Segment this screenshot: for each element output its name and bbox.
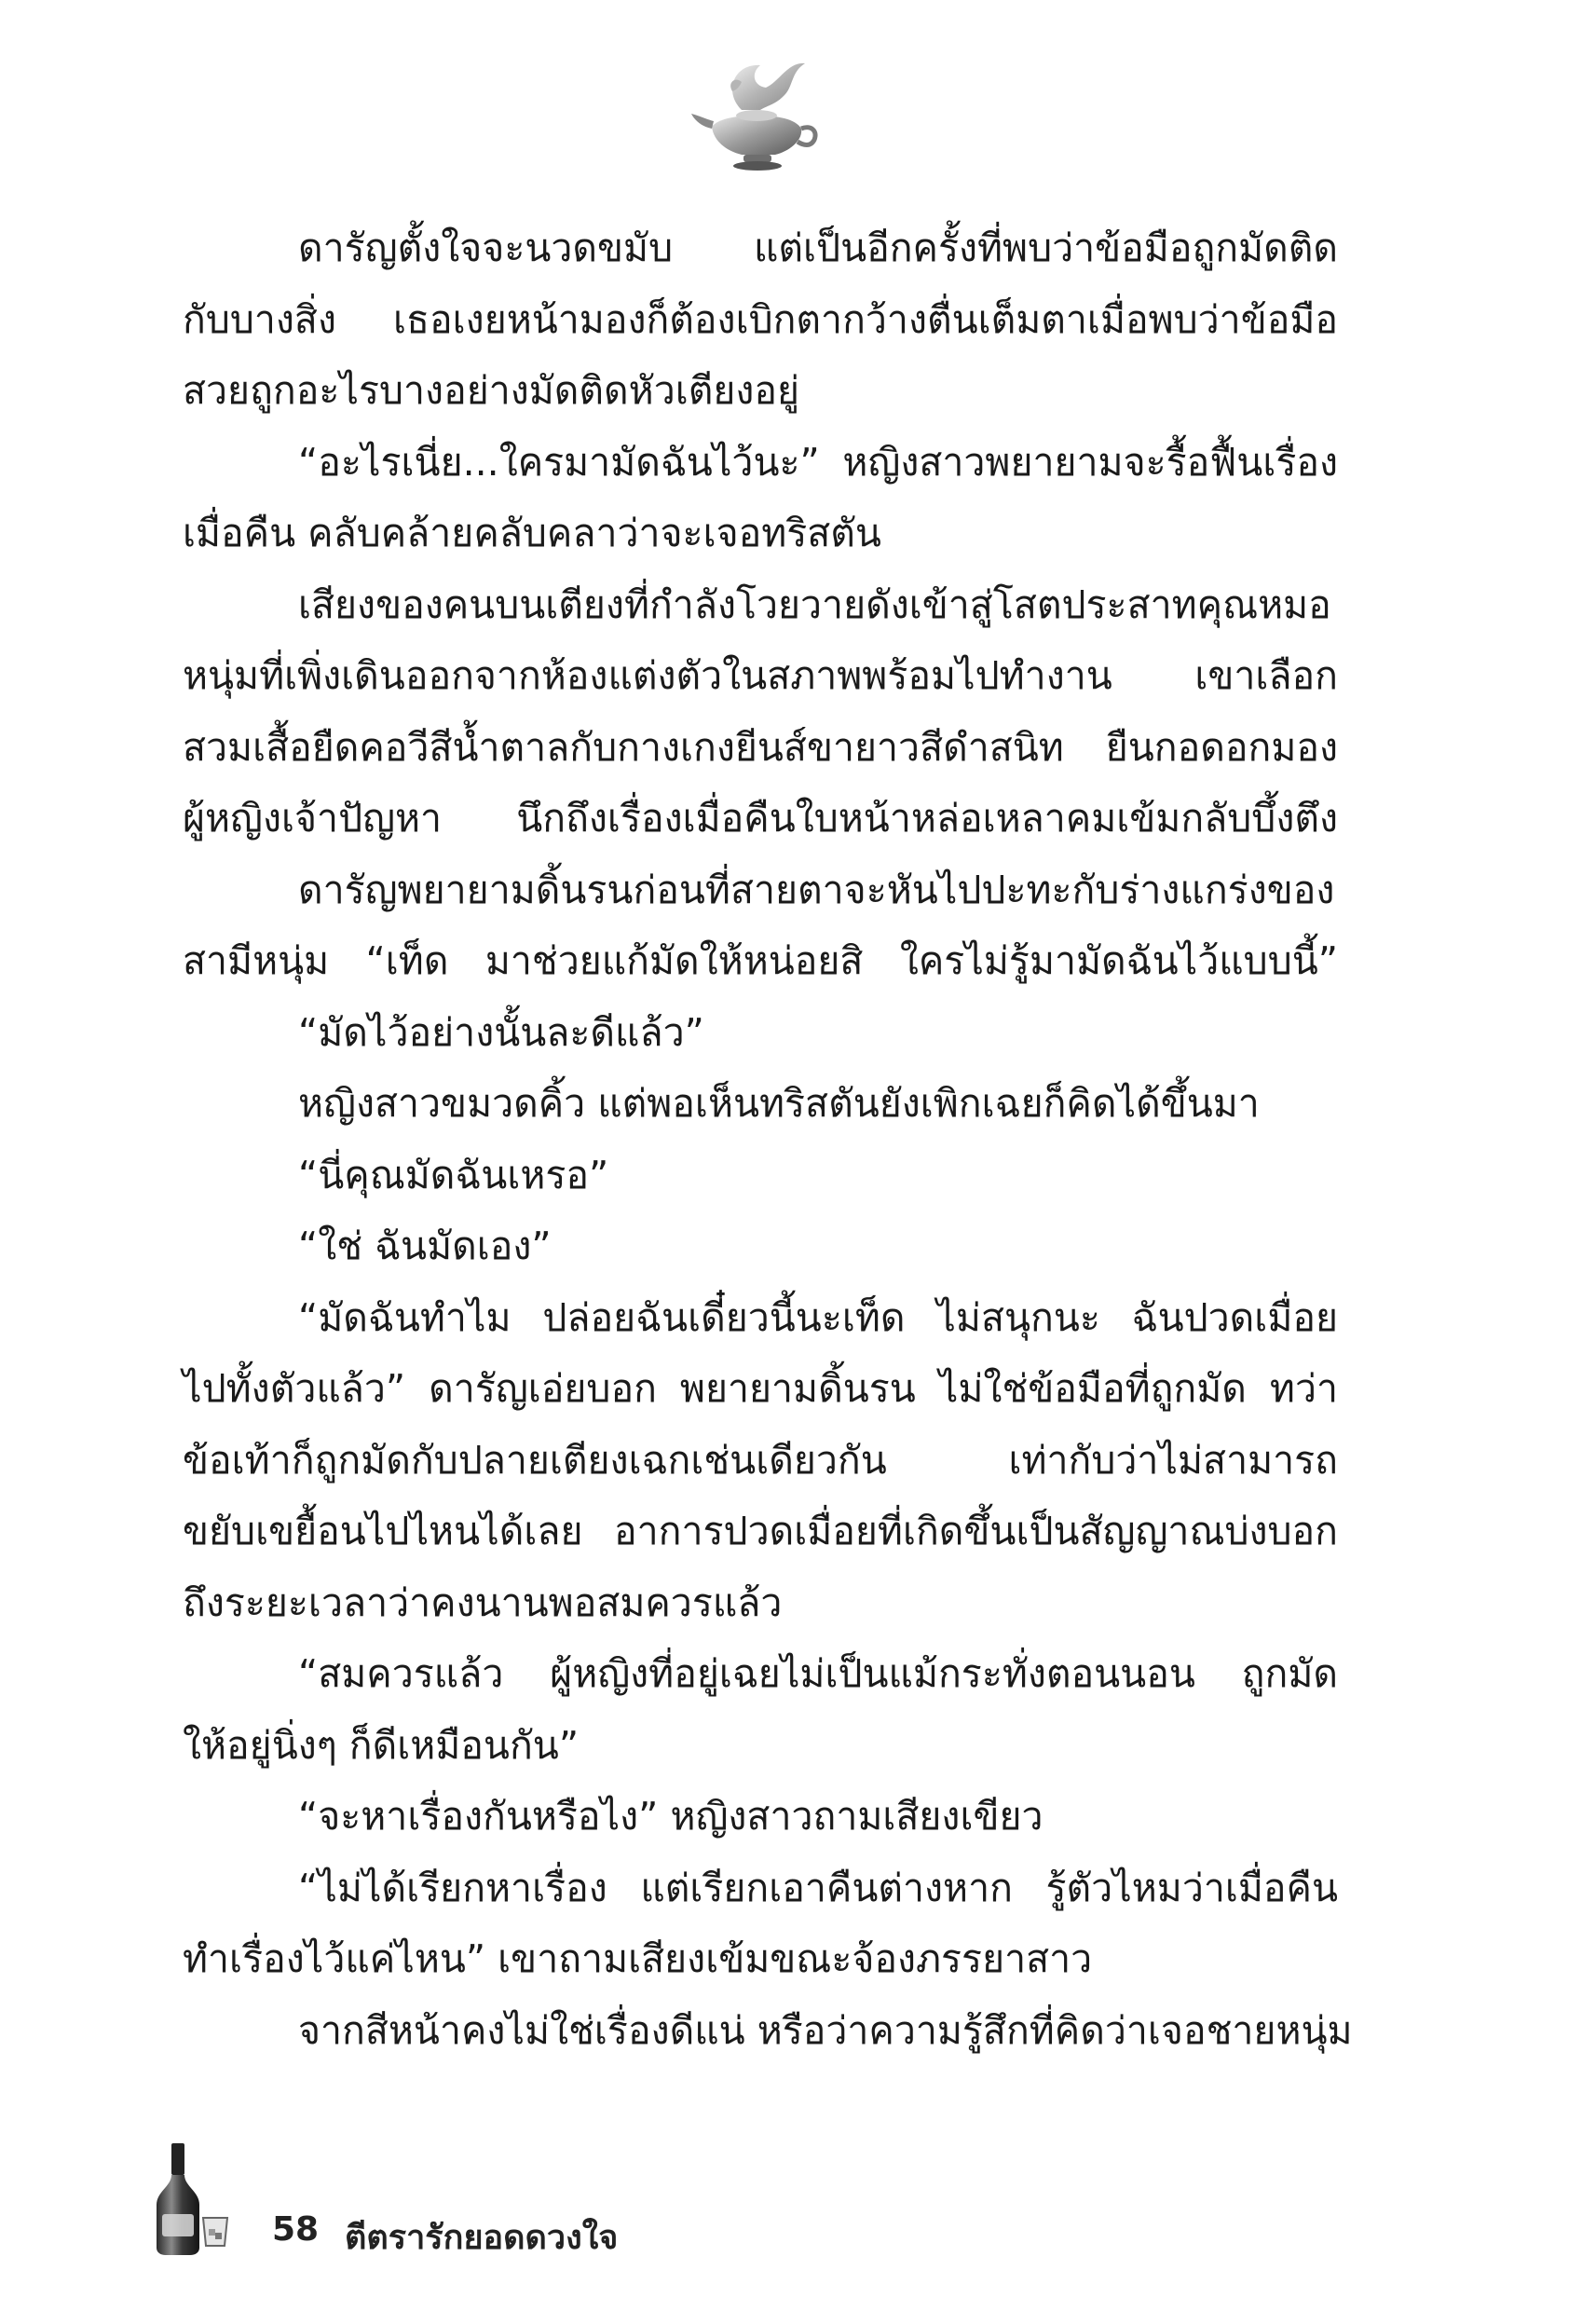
genie-lamp-icon xyxy=(686,54,825,175)
book-title: ตีตรารักยอดดวงใจ xyxy=(345,2219,619,2257)
text-line: ให้อยู่นิ่งๆ ก็ดีเหมือนกัน” xyxy=(183,1722,580,1768)
text-line: “ไม่ได้เรียกหาเรื่อง แต่เรียกเอาคืนต่างหาก รู้ตัวไหมว่าเมื่อคืน xyxy=(298,1865,1338,1910)
page-footer xyxy=(149,2143,801,2255)
text-line: “จะหาเรื่องกันหรือไง” หญิงสาวถามเสียงเขียว xyxy=(298,1794,1044,1839)
whisky-glass-icon xyxy=(201,2216,229,2248)
text-line: “สมควรแล้ว ผู้หญิงที่อยู่เฉยไม่เป็นแม้กระทั่งตอนนอน ถูกมัด xyxy=(298,1651,1338,1696)
text-line: สวมเสื้อยืดคอวีสีน้ำตาลกับกางเกงยีนส์ขายาวสีดำสนิท ยืนกอดอกมอง xyxy=(183,724,1338,770)
text-line: ถึงระยะเวลาว่าคงนานพอสมควรแล้ว xyxy=(183,1579,783,1625)
text-line: ข้อเท้าก็ถูกมัดกับปลายเตียงเฉกเช่นเดียวกัน เท่ากับว่าไม่สามารถ xyxy=(183,1437,1338,1483)
text-line: ดารัญตั้งใจจะนวดขมับ แต่เป็นอีกครั้งที่พบว่าข้อมือถูกมัดติด xyxy=(298,226,1338,270)
body-text xyxy=(183,212,1353,2066)
text-line: เสียงของคนบนเตียงที่กำลังโวยวายดังเข้าสู่โสตประสาทคุณหมอ xyxy=(298,581,1331,627)
text-line: กับบางสิ่ง เธอเงยหน้ามองก็ต้องเบิกตากว้างตื่นเต็มตาเมื่อพบว่าข้อมือ xyxy=(183,296,1338,342)
text-line: ผู้หญิงเจ้าปัญหา นึกถึงเรื่องเมื่อคืนใบหน้าหล่อเหลาคมเข้มกลับบึ้งตึง xyxy=(183,796,1338,841)
text-line: จากสีหน้าคงไม่ใช่เรื่องดีแน่ หรือว่าความรู้สึกที่คิดว่าเจอชายหนุ่ม xyxy=(298,2007,1353,2053)
text-line: “มัดฉันทำไม ปล่อยฉันเดี๋ยวนี้นะเท็ด ไม่สนุกนะ ฉันปวดเมื่อย xyxy=(298,1294,1338,1340)
page-number: 58 xyxy=(272,2210,320,2249)
text-line: หนุ่มที่เพิ่งเดินออกจากห้องแต่งตัวในสภาพพร้อมไปทำงาน เขาเลือก xyxy=(183,653,1338,698)
text-line: ดารัญพยายามดิ้นรนก่อนที่สายตาจะหันไปปะทะกับร่างแกร่งของ xyxy=(298,867,1335,912)
text-line: เมื่อคืน คลับคล้ายคลับคลาว่าจะเจอทริสตัน xyxy=(183,511,881,555)
text-line: “ใช่ ฉันมัดเอง” xyxy=(298,1224,552,1268)
text-line: หญิงสาวขมวดคิ้ว แต่พอเห็นทริสตันยังเพิกเฉยก็คิดได้ขึ้นมา xyxy=(298,1081,1260,1126)
text-line: “อะไรเนี่ย...ใครมามัดฉันไว้นะ” หญิงสาวพยายามจะรื้อฟื้นเรื่อง xyxy=(298,439,1338,485)
text-line: “นี่คุณมัดฉันเหรอ” xyxy=(298,1152,609,1197)
text-line: ขยับเขยื้อนไปไหนได้เลย อาการปวดเมื่อยที่เกิดขึ้นเป็นสัญญาณบ่งบอก xyxy=(183,1509,1338,1553)
text-line: ทำเรื่องไว้แค่ไหน” เขาถามเสียงเข้มขณะจ้องภรรยาสาว xyxy=(183,1936,1093,1981)
text-line: “มัดไว้อย่างนั้นละดีแล้ว” xyxy=(298,1009,704,1055)
text-line: ไปทั้งตัวแล้ว” ดารัญเอ่ยบอก พยายามดิ้นรน ไม่ใช่ข้อมือที่ถูกมัด ทว่า xyxy=(183,1366,1338,1411)
liquor-bottle-icon xyxy=(149,2143,207,2255)
text-line: สวยถูกอะไรบางอย่างมัดติดหัวเตียงอยู่ xyxy=(183,368,800,413)
text-line: สามีหนุ่ม “เท็ด มาช่วยแก้มัดให้หน่อยสิ ใครไม่รู้มามัดฉันไว้แบบนี้” xyxy=(183,938,1338,983)
